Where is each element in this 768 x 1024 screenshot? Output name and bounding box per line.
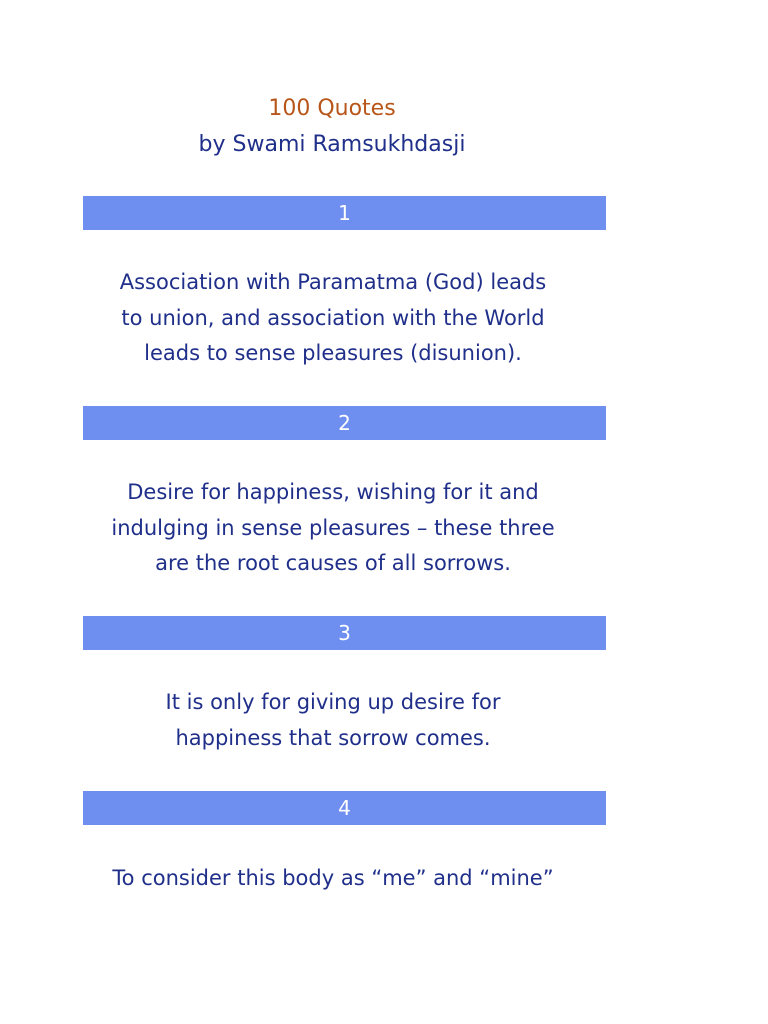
quote-line: indulging in sense pleasures – these three (111, 515, 555, 540)
quote-line: leads to sense pleasures (disunion). (144, 341, 522, 365)
quote-line: are the root causes of all sorrows. (155, 551, 511, 575)
quote-number-bar: 4 (83, 791, 606, 825)
document-title: 100 Quotes (268, 96, 396, 121)
quote-number-bar: 2 (83, 406, 606, 440)
document-subtitle: by Swami Ramsukhdasji (198, 132, 466, 157)
quote-number-bar: 3 (83, 616, 606, 650)
quote-line: It is only for giving up desire for (165, 690, 501, 714)
quote-line: To consider this body as “me” and “mine” (112, 866, 554, 890)
quote-text (83, 861, 583, 897)
quote-line: happiness that sorrow comes. (175, 725, 491, 750)
quote-text (83, 265, 583, 372)
quote-text (83, 685, 583, 756)
quote-number-bar: 1 (83, 196, 606, 230)
quote-line: Desire for happiness, wishing for it and (127, 480, 539, 504)
quote-line: to union, and association with the World (121, 305, 545, 330)
quote-line: Association with Paramatma (God) leads (119, 270, 547, 294)
quote-text (83, 475, 583, 582)
